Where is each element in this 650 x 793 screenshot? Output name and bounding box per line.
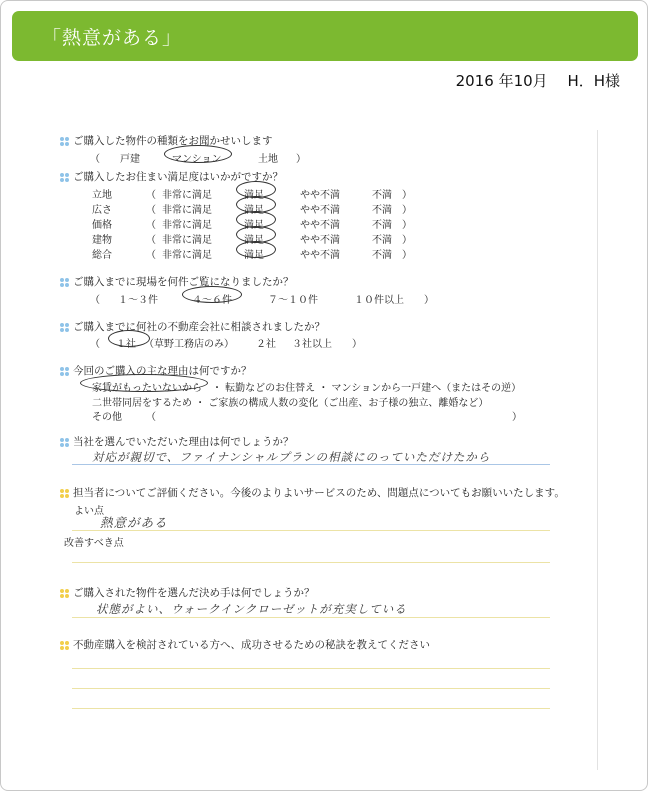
q2-row-close: ） [402,190,412,201]
bullet-dots-icon [60,438,69,447]
q7-question: 担当者についてご評価ください。今後のよりよいサービスのため、問題点についてもお願いいたします。 [73,487,565,499]
bullet-dots-icon [60,367,69,376]
q5-question: 今回のご購入の主な理由は何ですか？ [73,365,252,377]
q2-row-opt2: 満足 [244,190,264,201]
q7-heading [60,485,565,500]
q8-question: ご購入された物件を選んだ決め手は何でしょうか？ [73,587,315,599]
q9-question: 不動産購入を検討されている方へ、成功させるための秘訣を教えてください [73,639,430,651]
q3-option-1: １～３件 [118,295,158,306]
header-banner [12,11,638,61]
q8-handwritten-answer: 状態がよい、ウォークインクローゼットが充実している [96,602,407,616]
q2-row-opt4: 不満 [372,235,392,246]
q2-row-opt3: やや不満 [300,235,340,246]
q1-selected-circle [164,145,232,163]
q2-row-opt1: 非常に満足 [162,190,212,201]
q2-row-opt2: 満足 [244,205,264,216]
q2-row-opt3: やや不満 [300,205,340,216]
q2-row-open: （ [146,220,156,231]
q9-answer-line [72,668,550,669]
q2-row-close: ） [402,250,412,261]
q2-row-label: 建物 [92,235,112,246]
q3-question: ご購入までに現場を何件ご覧になりましたか？ [73,276,294,288]
q1-option-land: 土地 [258,154,278,165]
q2-row-opt4: 不満 [372,205,392,216]
q1-option-house: 戸建 [120,154,140,165]
q6-heading [60,434,294,449]
q2-row-opt1: 非常に満足 [162,250,212,261]
page-title: 「熱意がある」 [42,27,183,49]
q8-heading [60,585,315,600]
bullet-dots-icon [60,489,69,498]
q7-improve-label: 改善すべき点 [64,538,124,549]
q2-row-close: ） [402,220,412,231]
right-border-line [597,130,598,770]
q7-good-label: よい点 [74,506,104,517]
q5-other-open: （ [146,412,156,423]
q2-row-opt3: やや不満 [300,190,340,201]
q1-paren-open: （ [90,154,100,165]
q5-line1-rest: ・ 転勤などのお住替え ・ マンションから一戸建へ（またはその逆） [212,383,522,394]
q8-answer-line [72,617,550,618]
bullet-dots-icon [60,278,69,287]
q7-good-line [72,530,550,531]
q2-row-open: （ [146,190,156,201]
q9-heading [60,637,430,652]
q2-row-label: 立地 [92,190,112,201]
q2-row-opt2: 満足 [244,250,264,261]
q4-option-1-note: （草野工務店のみ） [144,339,234,350]
q3-option-2: ４～６件 [192,295,232,306]
q6-question: 当社を選んでいただいた理由は何でしょうか？ [73,436,294,448]
q2-question: ご購入したお住まい満足度はいかがですか？ [73,171,283,183]
date-customer: 2016 年10月 H．H様 [455,72,620,90]
q2-row-label: 総合 [92,250,112,261]
q3-selected-circle [182,286,242,303]
bullet-dots-icon [60,173,69,182]
q3-paren-close: ） [424,295,434,306]
q2-row-opt4: 不満 [372,250,392,261]
q6-handwritten-answer: 対応が親切で、ファイナンシャルプランの相談にのっていただけたから [92,450,491,464]
q7-good-answer: 熱意がある [100,515,168,530]
q2-row-close: ） [402,205,412,216]
q4-paren-open: （ [90,339,100,350]
q2-selected-circle [236,241,276,258]
q2-row-opt4: 不満 [372,220,392,231]
q5-option-rent: 家賃がもったいないから [92,383,202,394]
q2-row-opt3: やや不満 [300,220,340,231]
q5-other-close: ） [512,412,522,423]
bullet-dots-icon [60,589,69,598]
q2-row-open: （ [146,235,156,246]
bullet-dots-icon [60,323,69,332]
q2-row-opt2: 満足 [244,235,264,246]
q1-heading [60,133,273,148]
q4-option-3: ３社以上 [292,339,332,350]
q2-row-opt4: 不満 [372,190,392,201]
q6-answer-line [72,464,550,465]
q9-answer-line [72,708,550,709]
q7-improve-line [72,562,550,563]
bullet-dots-icon [60,137,69,146]
q2-row-close: ） [402,235,412,246]
q2-row-open: （ [146,250,156,261]
q2-row-open: （ [146,205,156,216]
q2-row-opt1: 非常に満足 [162,220,212,231]
q3-paren-open: （ [90,295,100,306]
q4-question: ご購入までに何社の不動産会社に相談されましたか？ [73,321,325,333]
q9-answer-line [72,688,550,689]
q2-row-label: 価格 [92,220,112,231]
q1-question: ご購入した物件の種類をお聞かせいします [73,135,273,147]
q3-option-3: ７～１０件 [268,295,318,306]
q4-option-1: １社 [116,339,136,350]
q2-row-label: 広さ [92,205,112,216]
q1-option-mansion: マンション [172,154,222,165]
q5-line2: 二世帯同居をするため ・ ご家族の構成人数の変化（ご出産、お子様の独立、離婚など） [92,398,489,409]
q3-heading [60,274,294,289]
q5-selected-circle [80,374,208,392]
bullet-dots-icon [60,641,69,650]
q1-paren-close: ） [296,154,306,165]
q4-paren-close: ） [352,339,362,350]
q2-row-opt1: 非常に満足 [162,205,212,216]
q2-row-opt2: 満足 [244,220,264,231]
q2-row-opt1: 非常に満足 [162,235,212,246]
q3-option-4: １０件以上 [354,295,404,306]
q4-option-2: ２社 [256,339,276,350]
q5-other-label: その他 [92,412,122,423]
q2-row-opt3: やや不満 [300,250,340,261]
q4-heading [60,319,325,334]
